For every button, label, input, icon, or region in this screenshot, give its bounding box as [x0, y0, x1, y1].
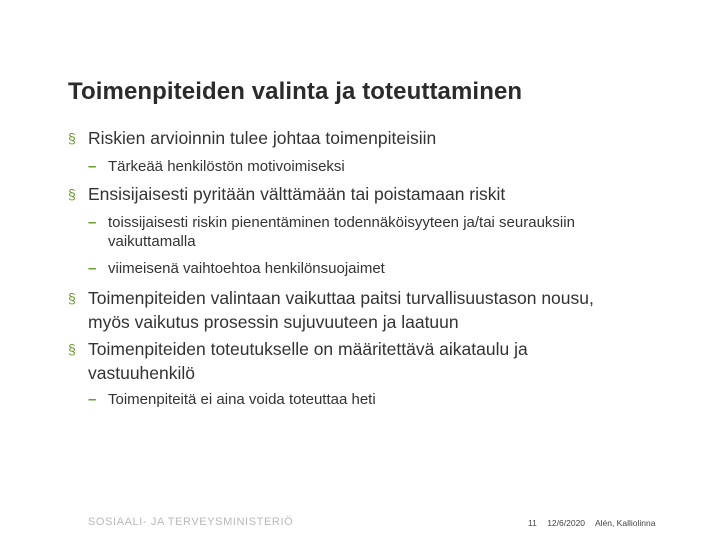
sub-bullet-marker: –: [88, 158, 97, 175]
footer-info: [528, 518, 663, 528]
bullet-4: [68, 337, 628, 385]
bullet-text: Toimenpiteiden valintaan vaikuttaa paitsi turvallisuustason nousu, myös vaikutus prosessin sujuvuuteen ja laatuun: [88, 288, 594, 332]
bullet-marker: §: [68, 186, 76, 202]
bullet-marker: §: [68, 130, 76, 146]
page-number: 11: [528, 518, 537, 528]
sub-bullet-marker: –: [88, 391, 97, 408]
sub-bullet-text: viimeisenä vaihtoehtoa henkilönsuojaimet: [108, 260, 385, 277]
bullet-marker: §: [68, 341, 76, 357]
bullet-text: Toimenpiteiden toteutukselle on määritettävä aikataulu ja vastuuhenkilö: [88, 339, 528, 383]
bullet-marker: §: [68, 290, 76, 306]
sub-bullet-text: toissijaisesti riskin pienentäminen todennäköisyyteen ja/tai seurauksiin vaikuttamalla: [108, 214, 575, 250]
sub-bullet-text: Toimenpiteitä ei aina voida toteuttaa heti: [108, 391, 376, 408]
footer-ministry-name: SOSIAALI- JA TERVEYSMINISTERIÖ: [88, 516, 294, 528]
sub-bullet-4-1: [88, 390, 668, 409]
footer-author: Alén, Kalliolinna: [594, 518, 656, 528]
slide-title: Toimenpiteiden valinta ja toteuttaminen: [68, 78, 523, 105]
sub-bullet-2-1: [88, 213, 608, 251]
bullet-text: Riskien arvioinnin tulee johtaa toimenpiteisiin: [88, 128, 437, 148]
bullet-2: [68, 182, 688, 206]
bullet-text: Ensisijaisesti pyritään välttämään tai poistamaan riskit: [88, 184, 506, 204]
footer-date: 12/6/2020: [547, 518, 586, 528]
sub-bullet-1-1: [88, 157, 668, 176]
sub-bullet-text: Tärkeää henkilöstön motivoimiseksi: [108, 158, 345, 175]
bullet-1: [68, 126, 688, 150]
bullet-3: [68, 286, 638, 334]
sub-bullet-2-2: [88, 259, 668, 278]
sub-bullet-marker: –: [88, 260, 97, 277]
sub-bullet-marker: –: [88, 214, 97, 231]
